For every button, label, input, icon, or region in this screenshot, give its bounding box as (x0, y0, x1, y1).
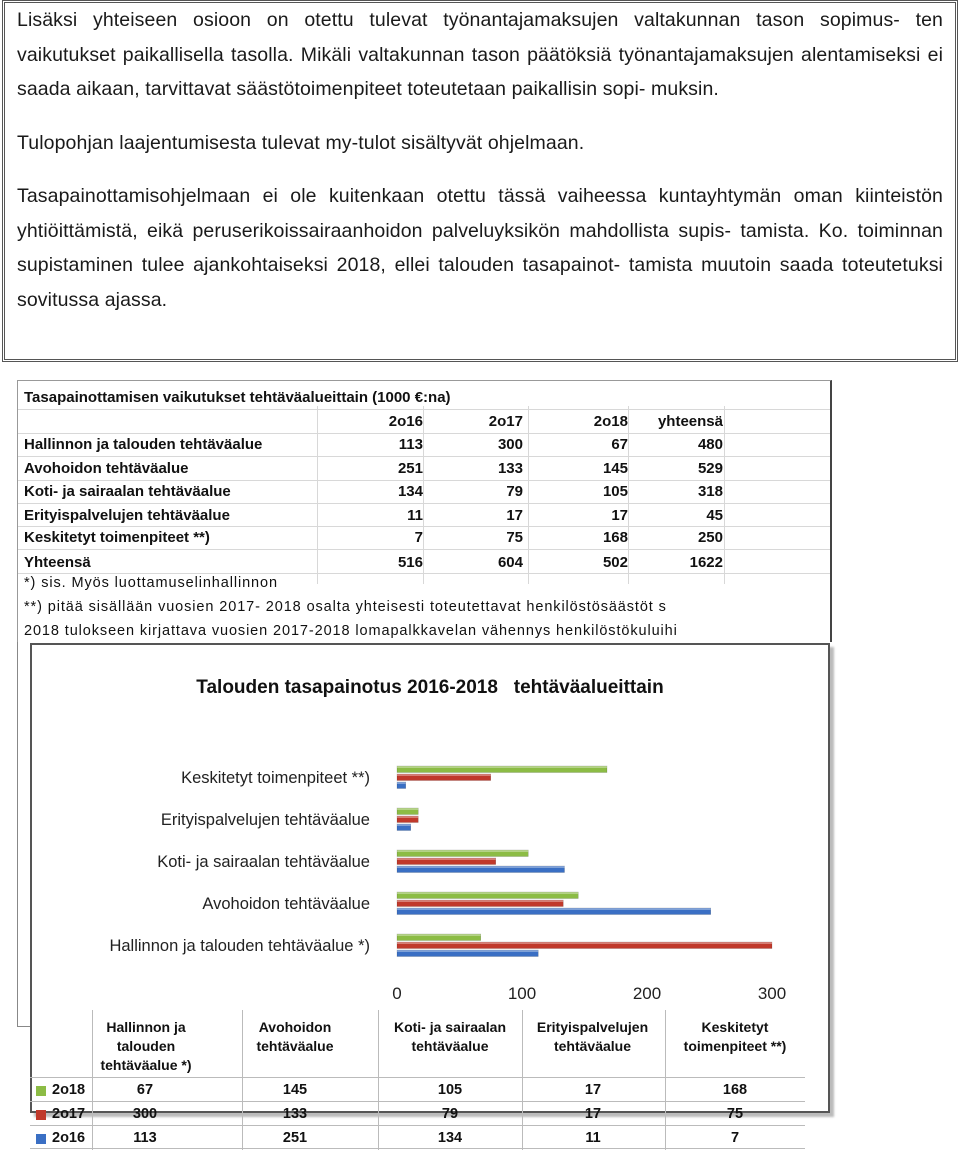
para1-line: muksin. (651, 78, 719, 100)
dt-cell: 11 (585, 1130, 601, 1146)
para3-line: Tasapainottamisohjelmaan ei ole kuitenkaan otettu tässä vaiheessa kuntayhtymän oman (17, 185, 856, 207)
cell: 105 (602, 483, 628, 500)
row-label: Avohoidon tehtäväalue (24, 460, 189, 477)
category-label: Hallinnon ja talouden tehtäväalue *) (109, 937, 370, 955)
series-name: 2o17 (52, 1106, 86, 1122)
dt-cell: 113 (133, 1130, 157, 1146)
cell: 300 (497, 436, 523, 453)
dt-cell: 251 (282, 1130, 308, 1146)
series-name: 2o18 (52, 1082, 86, 1098)
row-label: Erityispalvelujen tehtäväalue (24, 507, 230, 524)
dt-cell: 168 (722, 1082, 748, 1098)
cell: 45 (706, 507, 723, 524)
total-cell: 1622 (689, 554, 723, 571)
dt-cell: 79 (441, 1106, 459, 1122)
para1-line: ten vaikutukset paikallisella tasolla. Mikäli valtakunnan tason päätöksiä työnantajamaksujen (17, 9, 943, 66)
footnote-3: 2018 tulokseen kirjattava vuosien 2017-2018 lomapalkkavelan vähennys henkilöstökuluihi (24, 623, 678, 639)
cell: 75 (506, 529, 523, 546)
x-tick-label: 0 (392, 984, 402, 1003)
bar-highlight (397, 766, 607, 768)
cell: 17 (506, 507, 523, 524)
cell: 250 (697, 529, 723, 546)
legend-key-2016 (36, 1134, 46, 1144)
cell: 133 (497, 460, 523, 477)
para1-line: alentamiseksi ei saada aikaan, tarvittavat säästötoimenpiteet toteutetaan paikallisin sopi- (17, 43, 943, 100)
category-label: Avohoidon tehtäväalue (202, 895, 370, 913)
cell: 79 (506, 483, 523, 500)
total-cell: 516 (397, 554, 423, 571)
total-cell: 604 (497, 554, 523, 571)
frame-line (17, 642, 18, 1027)
chart-data-table (30, 1010, 805, 1170)
total-cell: 502 (602, 554, 628, 571)
dt-cell: 134 (437, 1130, 463, 1146)
para1-line: Lisäksi yhteiseen osioon on otettu tulevat työnantajamaksujen valtakunnan tason sopimus- (17, 9, 916, 31)
row-label: Hallinnon ja talouden tehtäväalue (24, 436, 263, 453)
dt-row-2018 (30, 1077, 805, 1101)
category-label: Keskitetyt toimenpiteet **) (181, 769, 370, 787)
para3-line: kiinteistön yhtiöittämistä, eikä peruserikoissairaanhoidon palveluyksikön mahdollista supis- (17, 185, 943, 242)
table-title: Tasapainottamisen vaikutukset tehtäväalueittain (1000 €:na) (24, 389, 451, 406)
cell: 529 (697, 460, 723, 477)
dt-header: Erityispalvelujen tehtäväalue (536, 1019, 649, 1054)
cell: 17 (611, 507, 628, 524)
cell: 7 (414, 529, 423, 546)
effects-table (17, 380, 832, 642)
dt-cell: 17 (584, 1082, 602, 1098)
dt-row-2016 (30, 1125, 805, 1149)
bar-highlight (397, 858, 496, 860)
cell: 134 (397, 483, 423, 500)
para3-line: tamista muutoin saada toteutetuksi sovitussa ajassa. (17, 254, 943, 311)
bar-highlight (397, 774, 491, 776)
x-tick-label: 100 (507, 984, 537, 1003)
row-label: Keskitetyt toimenpiteet **) (24, 529, 210, 546)
bar-highlight (397, 934, 481, 936)
dt-header: Keskitetyt toimenpiteet **) (683, 1019, 787, 1054)
cell: 168 (602, 529, 628, 546)
footnote-1: *) sis. Myös luottamuselinhallinnon (24, 575, 278, 591)
col-header-2018: 2o18 (593, 413, 628, 430)
cell: 480 (697, 436, 723, 453)
paragraph-balancing-program (17, 179, 943, 317)
dt-row-2017 (30, 1101, 805, 1125)
dt-cell: 300 (132, 1106, 158, 1122)
x-tick-label: 200 (632, 984, 662, 1003)
para3-line: tamista. Ko. toiminnan supistaminen tulee ajankohtaiseksi 2018, ellei talouden tasapainot- (17, 219, 943, 276)
cell: 11 (407, 507, 423, 524)
cell: 251 (397, 460, 423, 477)
cell: 318 (697, 483, 723, 500)
text-box (2, 0, 958, 362)
footnote-2: **) pitää sisällään vuosien 2017- 2018 osalta yhteisesti toteutettavat henkilöstösäästöt s (24, 599, 667, 615)
total-label: Yhteensä (24, 554, 91, 571)
paragraph-employer-fees (17, 3, 943, 107)
paragraph-tax-base: Tulopohjan laajentumisesta tulevat my-tulot sisältyvät ohjelmaan. (17, 131, 585, 154)
dt-cell: 17 (584, 1106, 602, 1122)
row-label: Koti- ja sairaalan tehtäväalue (24, 483, 231, 500)
chart-title: Talouden tasapainotus 2016-2018 tehtäväalueittain (196, 677, 664, 698)
col-header-2016: 2o16 (388, 413, 423, 430)
bar-highlight (397, 808, 418, 810)
bar-highlight (397, 900, 563, 902)
category-label: Koti- ja sairaalan tehtäväalue (157, 853, 370, 871)
bar-highlight (397, 942, 772, 944)
bar-highlight (397, 816, 418, 818)
cell: 145 (602, 460, 628, 477)
legend-key-2017 (36, 1110, 46, 1120)
bar-highlight (397, 866, 565, 868)
dt-cell: 75 (726, 1106, 744, 1122)
dt-cell: 133 (282, 1106, 308, 1122)
bar-highlight (397, 950, 538, 952)
dt-cell: 105 (437, 1082, 463, 1098)
dt-header: Hallinnon ja talouden tehtäväalue *) (100, 1019, 192, 1073)
cell: 67 (611, 436, 628, 453)
series-name: 2o16 (52, 1130, 86, 1146)
dt-cell: 145 (282, 1082, 308, 1098)
legend-key-2018 (36, 1086, 46, 1096)
dt-cell: 67 (136, 1082, 154, 1098)
x-tick-label: 300 (757, 984, 787, 1003)
col-header-2017: 2o17 (488, 413, 523, 430)
bar-highlight (397, 850, 528, 852)
dt-header: Koti- ja sairaalan tehtäväalue (393, 1019, 507, 1054)
dt-cell: 7 (730, 1130, 740, 1146)
dt-header: Avohoidon tehtäväalue (256, 1019, 334, 1054)
category-label: Erityispalvelujen tehtäväalue (160, 811, 370, 829)
cell: 113 (398, 436, 423, 453)
bar-highlight (397, 892, 578, 894)
bar-highlight (397, 782, 406, 784)
bar-highlight (397, 824, 411, 826)
col-header-total: yhteensä (657, 413, 723, 430)
bar-highlight (397, 908, 711, 910)
